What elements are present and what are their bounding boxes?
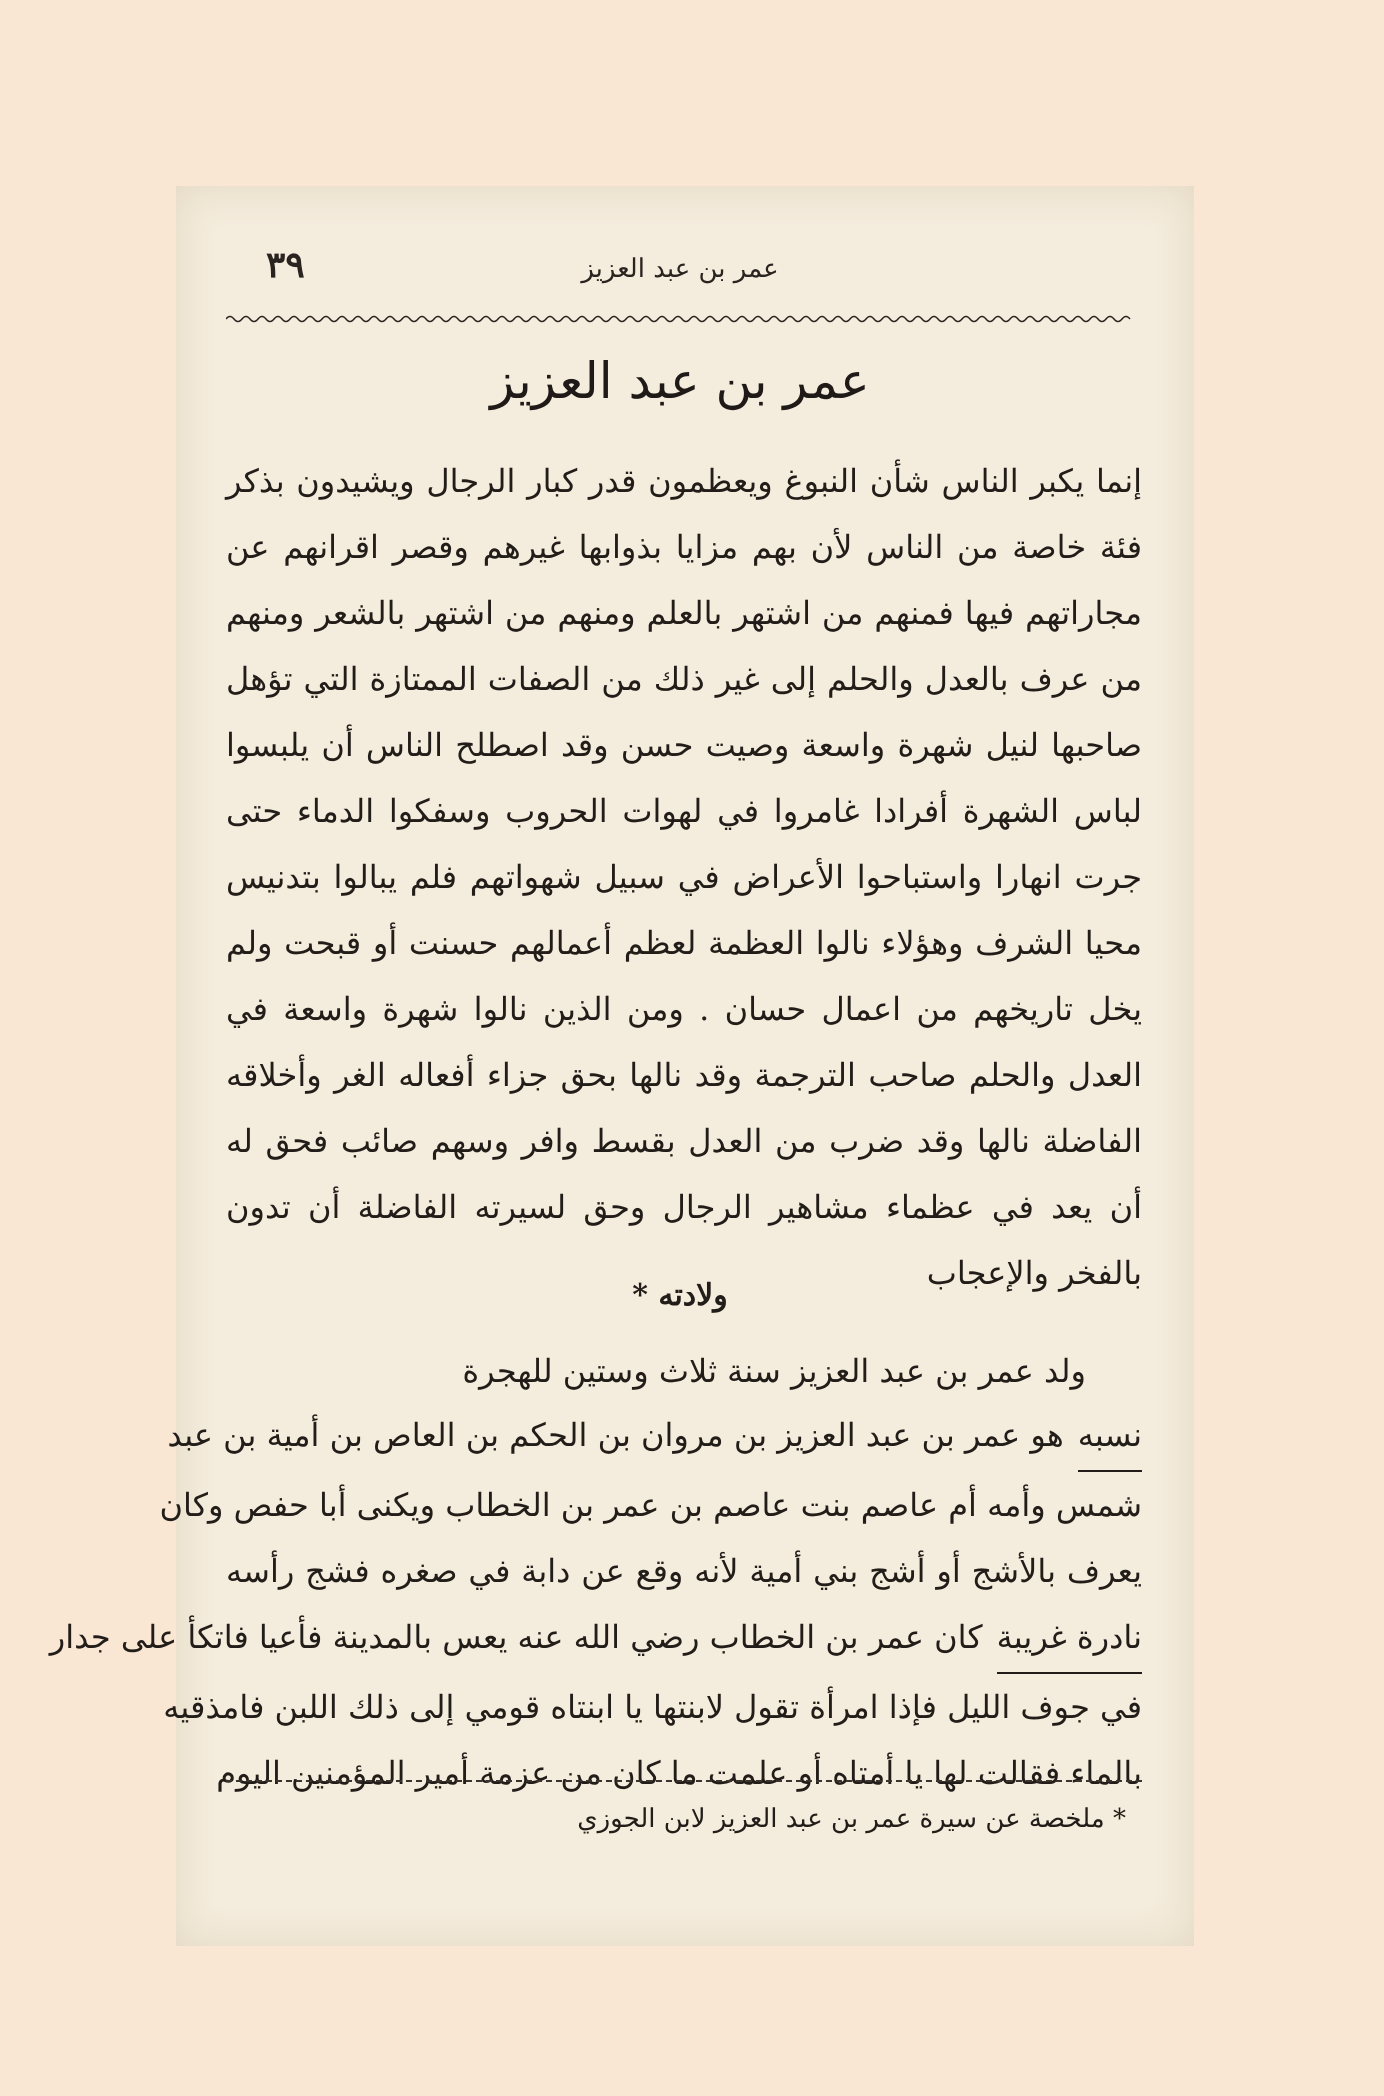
lineage-text-1: هو عمر بن عبد العزيز بن مروان بن الحكم بن العاص بن أمية بن عبد [167, 1416, 1064, 1454]
running-head: عمر بن عبد العزيز [581, 254, 779, 284]
anecdote-label: نادرة غريبة [997, 1604, 1142, 1674]
lineage-line-2: شمس وأمه أم عاصم بنت عاصم بن عمر بن الخطاب ويكنى أبا حفص وكان [159, 1486, 1142, 1524]
section-heading-birth: ولادته * [632, 1278, 728, 1313]
anecdote-line-2: في جوف الليل فإذا امرأة تقول لابنتها يا ابنتاه قومي إلى ذلك اللبن فامذقيه [163, 1688, 1142, 1726]
page-number: ٣٩ [266, 244, 305, 286]
wavy-divider [226, 314, 1134, 324]
lower-block [49, 1402, 1142, 1806]
lineage-line-1 [167, 1402, 1142, 1472]
footnote: * ملخصة عن سيرة عمر بن عبد العزيز لابن الجوزي [577, 1804, 1126, 1834]
birth-line: ولد عمر بن عبد العزيز سنة ثلاث وستين للهجرة [462, 1352, 1086, 1390]
anecdote-line-3: بالماء فقالت لها يا أمتاه أو علمت ما كان من عزمة أمير المؤمنين اليوم [216, 1754, 1142, 1792]
paragraph-text: إنما يكبر الناس شأن النبوغ ويعظمون قدر كبار الرجال ويشيدون بذكر فئة خاصة من الناس لأن بهم مزايا بذوابها غيرهم وقصر اقرانهم عن مجاراتهم فيها فمنهم من اشتهر بالعلم ومنهم من اشتهر بالشعر ومنهم من عرف بالعدل والحلم إلى غير ذلك من الصفات الممتازة التي تؤهل صاحبها لنيل شهرة واسعة وصيت حسن وقد اصطلح الناس أن يلبسوا لباس الشهرة أفرادا غامروا في لهوات الحروب وسفكوا الدماء حتى جرت انهارا واستباحوا الأعراض في سبيل شهواتهم فلم يبالوا بتدنيس محيا الشرف وهؤلاء نالوا العظمة لعظم أعمالهم حسنت أو قبحت ولم يخل تاريخهم من اعمال حسان . ومن الذين نالوا شهرة واسعة في العدل والحلم صاحب الترجمة وقد نالها بحق جزاء أفعاله الغر وأخلاقه الفاضلة نالها وقد ضرب من العدل بقسط وافر وسهم صائب فحق له أن يعد في عظماء مشاهير الرجال وحق لسيرته الفاضلة أن تدون بالفخر والإعجاب [226, 462, 1143, 1292]
body-paragraph [226, 448, 1142, 1306]
footnote-divider [226, 1780, 1142, 1782]
anecdote-text-1: كان عمر بن الخطاب رضي الله عنه يعس بالمدينة فأعيا فاتكأ على جدار [49, 1618, 983, 1656]
book-page [49, 186, 1194, 1946]
chapter-title: عمر بن عبد العزيز [490, 352, 870, 410]
lineage-label: نسبه [1078, 1402, 1142, 1472]
page-header [226, 244, 1134, 304]
lineage-line-3: يعرف بالأشج أو أشج بني أمية لأنه وقع عن دابة في صغره فشج رأسه [226, 1552, 1142, 1590]
anecdote-line-1 [49, 1604, 1142, 1674]
